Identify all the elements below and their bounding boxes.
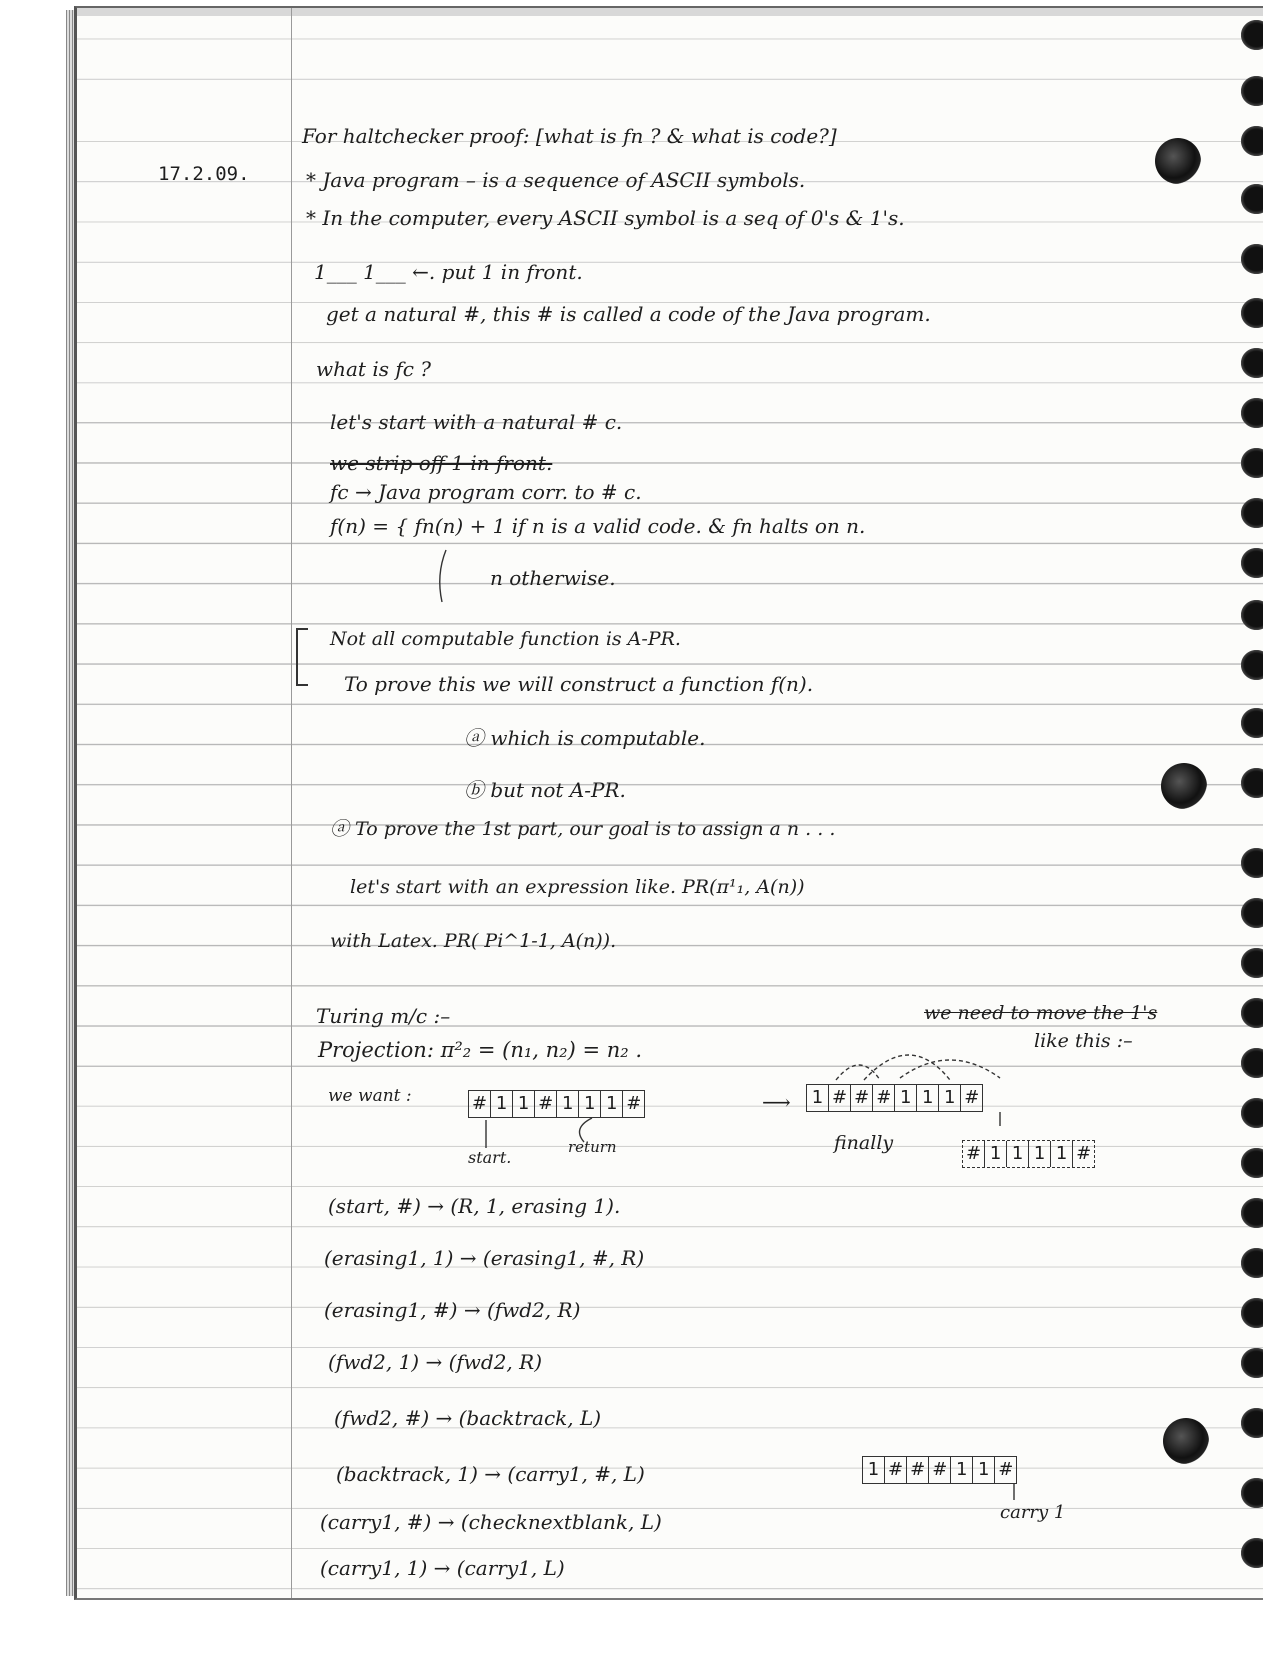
tape-cell: 1 bbox=[917, 1085, 939, 1111]
tape-cell: 1 bbox=[601, 1091, 623, 1117]
transition-5: (fwd2, #) → (backtrack, L) bbox=[334, 1406, 602, 1430]
tape-cell: 1 bbox=[491, 1091, 513, 1117]
tape-cell: 1 bbox=[807, 1085, 829, 1111]
formula-otherwise: n otherwise. bbox=[490, 566, 616, 590]
note-fc-java: fc → Java program corr. to # c. bbox=[330, 480, 642, 504]
tape-cell: 1 bbox=[579, 1091, 601, 1117]
arc-move-3 bbox=[900, 1060, 1000, 1078]
tape-cell: # bbox=[907, 1457, 929, 1483]
tape-cell: 1 bbox=[863, 1457, 885, 1483]
tape-cell: 1 bbox=[557, 1091, 579, 1117]
tape-cell: 1 bbox=[951, 1457, 973, 1483]
tape-cell: # bbox=[873, 1085, 895, 1111]
label-return: return bbox=[568, 1138, 617, 1156]
arc-move-1 bbox=[836, 1065, 880, 1080]
note-not-all-computable: Not all computable function is A-PR. bbox=[330, 628, 681, 650]
label-finally: finally bbox=[834, 1132, 894, 1154]
tape-cell: # bbox=[1076, 1143, 1092, 1164]
question-fc: what is fc ? bbox=[316, 357, 432, 381]
projection-formula: Projection: π²₂ = (n₁, n₂) = n₂ . bbox=[318, 1038, 643, 1062]
note-java-program: * Java program – is a sequence of ASCII symbols. bbox=[306, 168, 806, 192]
transition-2: (erasing1, 1) → (erasing1, #, R) bbox=[324, 1246, 645, 1270]
transition-6: (backtrack, 1) → (carry1, #, L) bbox=[336, 1462, 645, 1486]
tape-cell: # bbox=[829, 1085, 851, 1111]
tape-cell: # bbox=[885, 1457, 907, 1483]
note-expression: let's start with an expression like. PR(π¹₁, A(n)) bbox=[350, 876, 805, 898]
transition-8: (carry1, 1) → (carry1, L) bbox=[320, 1556, 565, 1580]
transition-4: (fwd2, 1) → (fwd2, R) bbox=[328, 1350, 542, 1374]
tape-cell: 1 bbox=[1007, 1141, 1029, 1167]
item-a-computable: ⓐ which is computable. bbox=[464, 726, 706, 750]
transition-7: (carry1, #) → (checknextblank, L) bbox=[320, 1510, 662, 1534]
note-code-definition: get a natural #, this # is called a code of the Java program. bbox=[326, 302, 931, 326]
tape-cell: 1 bbox=[1051, 1141, 1073, 1167]
tape-cell: # bbox=[964, 1087, 980, 1108]
tape-cell: 1 bbox=[513, 1091, 535, 1117]
note-like-this: like this :– bbox=[1034, 1030, 1133, 1052]
tape-cell: 1 bbox=[973, 1457, 995, 1483]
note-start-natural: let's start with a natural # c. bbox=[330, 410, 623, 434]
label-we-want: we want : bbox=[328, 1086, 412, 1106]
tape-cell: # bbox=[929, 1457, 951, 1483]
transition-3: (erasing1, #) → (fwd2, R) bbox=[324, 1298, 581, 1322]
tape-cell: # bbox=[963, 1141, 985, 1167]
note-latex: with Latex. PR( Pi^1-1, A(n)). bbox=[330, 930, 617, 952]
item-b-not-apr: ⓑ but not A-PR. bbox=[464, 778, 626, 802]
tape-cell: 1 bbox=[985, 1141, 1007, 1167]
tape-cell: 1 bbox=[895, 1085, 917, 1111]
note-move-ones: we need to move the 1's bbox=[924, 1002, 1158, 1024]
note-ascii-bits: * In the computer, every ASCII symbol is a seq of 0's & 1's. bbox=[306, 206, 905, 230]
transition-1: (start, #) → (R, 1, erasing 1). bbox=[328, 1194, 621, 1218]
arrow-icon: ⟶ bbox=[762, 1090, 791, 1114]
tape-cell: # bbox=[626, 1093, 642, 1114]
tape-cell: 1 bbox=[939, 1085, 961, 1111]
tape-cell: # bbox=[469, 1091, 491, 1117]
tape-cell: # bbox=[851, 1085, 873, 1111]
arrow-return bbox=[580, 1118, 593, 1142]
label-carry-1: carry 1 bbox=[1000, 1502, 1066, 1523]
note-put-1-front: 1___ 1___ ←. put 1 in front. bbox=[314, 260, 583, 284]
tape-cell: 1 bbox=[1029, 1141, 1051, 1167]
label-start: start. bbox=[468, 1148, 512, 1167]
heading-haltchecker: For haltchecker proof: [what is fn ? & what is code?] bbox=[302, 124, 837, 148]
tape-cell: # bbox=[998, 1459, 1014, 1480]
heading-turing: Turing m/c :– bbox=[316, 1004, 451, 1028]
note-strip-front: we strip off 1 in front. bbox=[330, 451, 553, 475]
note-first-part: ⓐ To prove the 1st part, our goal is to assign a n . . . bbox=[330, 818, 836, 840]
date: 17.2.09. bbox=[158, 163, 250, 185]
formula-f-n: f(n) = { fn(n) + 1 if n is a valid code. & fn halts on n. bbox=[330, 514, 866, 538]
brace bbox=[440, 550, 446, 602]
note-to-prove: To prove this we will construct a function f(n). bbox=[344, 672, 814, 696]
tape-cell: # bbox=[535, 1091, 557, 1117]
